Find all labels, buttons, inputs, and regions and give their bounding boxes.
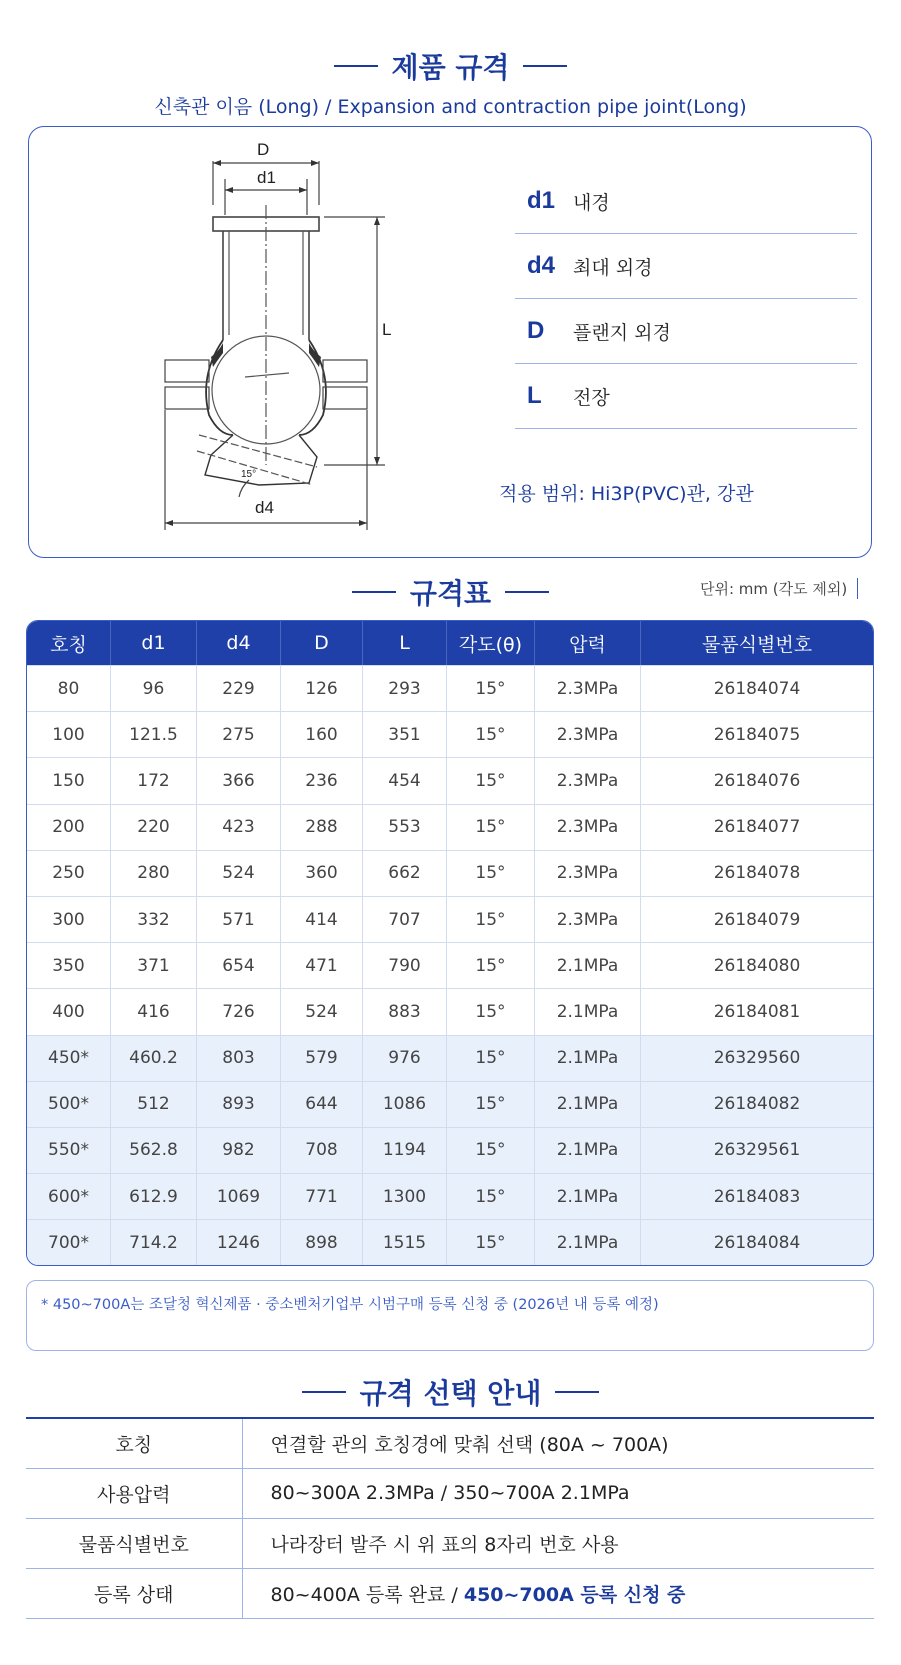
table-cell: 172 [111, 757, 197, 803]
table-cell: 400 [27, 988, 111, 1034]
guide-value-text: 연결할 관의 호칭경에 맞춰 선택 (80A ~ 700A) [270, 1433, 669, 1456]
table-cell: 982 [197, 1127, 281, 1173]
table-cell: 332 [111, 896, 197, 942]
table-cell: 726 [197, 988, 281, 1034]
table-cell: 26184083 [641, 1173, 873, 1219]
table-cell: 654 [197, 942, 281, 988]
col-header: D [281, 621, 363, 665]
legend-item [515, 364, 857, 429]
product-spec-title [0, 46, 901, 86]
table-row [27, 1127, 873, 1173]
application-scope: 적용 범위: Hi3P(PVC)관, 강관 [499, 483, 754, 505]
title-left-bar [352, 591, 396, 593]
table-cell: 250 [27, 850, 111, 896]
table-cell: 293 [363, 665, 447, 711]
guide-table [26, 1417, 874, 1619]
guide-row [26, 1418, 874, 1468]
table-cell: 471 [281, 942, 363, 988]
table-cell: 2.1MPa [535, 1173, 641, 1219]
guide-value-strong: 450~700A 등록 신청 중 [463, 1583, 686, 1606]
table-cell: 898 [281, 1219, 363, 1265]
table-cell: 350 [27, 942, 111, 988]
table-header-row [27, 621, 873, 665]
table-cell: 524 [281, 988, 363, 1034]
table-cell: 450* [27, 1035, 111, 1081]
table-cell: 26184080 [641, 942, 873, 988]
col-header: 물품식별번호 [641, 621, 873, 665]
table-cell: 236 [281, 757, 363, 803]
table-row [27, 988, 873, 1034]
unit-note: 단위: mm (각도 제외) [700, 578, 858, 599]
label-D: D [257, 140, 270, 159]
col-header: 각도(θ) [447, 621, 535, 665]
table-cell: 26184074 [641, 665, 873, 711]
table-cell: 2.1MPa [535, 942, 641, 988]
guide-title [0, 1372, 901, 1412]
table-cell: 126 [281, 665, 363, 711]
table-cell: 26184079 [641, 896, 873, 942]
table-cell: 803 [197, 1035, 281, 1081]
col-header: 압력 [535, 621, 641, 665]
table-cell: 2.1MPa [535, 1081, 641, 1127]
table-cell: 2.1MPa [535, 1035, 641, 1081]
table-cell: 15° [447, 1219, 535, 1265]
table-cell: 2.1MPa [535, 1219, 641, 1265]
diagram-card [28, 126, 872, 558]
table-cell: 26329561 [641, 1127, 873, 1173]
table-cell: 600* [27, 1173, 111, 1219]
guide-value [242, 1518, 874, 1568]
note-box [26, 1280, 874, 1351]
col-header: L [363, 621, 447, 665]
col-header: d1 [111, 621, 197, 665]
guide-value-text: 나라장터 발주 시 위 표의 8자리 번호 사용 [270, 1533, 619, 1556]
table-cell: 275 [197, 711, 281, 757]
legend-desc: 내경 [573, 191, 610, 214]
table-cell: 579 [281, 1035, 363, 1081]
table-cell: 15° [447, 1127, 535, 1173]
guide-row [26, 1468, 874, 1518]
table-cell: 15° [447, 757, 535, 803]
table-cell: 366 [197, 757, 281, 803]
table-cell: 2.1MPa [535, 988, 641, 1034]
table-cell: 1246 [197, 1219, 281, 1265]
table-cell: 15° [447, 804, 535, 850]
guide-title-text: 규격 선택 안내 [359, 1377, 542, 1410]
table-cell: 26184075 [641, 711, 873, 757]
guide-value [242, 1418, 874, 1468]
table-row [27, 1219, 873, 1265]
table-cell: 26184084 [641, 1219, 873, 1265]
table-row [27, 757, 873, 803]
table-row [27, 1035, 873, 1081]
table-cell: 662 [363, 850, 447, 896]
table-cell: 15° [447, 988, 535, 1034]
table-cell: 550* [27, 1127, 111, 1173]
guide-value [242, 1568, 874, 1618]
table-cell: 2.1MPa [535, 1127, 641, 1173]
table-cell: 2.3MPa [535, 757, 641, 803]
spec-table [26, 620, 874, 1266]
table-row [27, 850, 873, 896]
title-right-bar [523, 65, 567, 67]
table-cell: 571 [197, 896, 281, 942]
table-cell: 80 [27, 665, 111, 711]
table-row [27, 804, 873, 850]
title-right-bar [555, 1391, 599, 1393]
table-cell: 26329560 [641, 1035, 873, 1081]
table-cell: 1069 [197, 1173, 281, 1219]
table-cell: 15° [447, 850, 535, 896]
col-header: 호칭 [27, 621, 111, 665]
table-cell: 714.2 [111, 1219, 197, 1265]
guide-value-text: 80~300A 2.3MPa / 350~700A 2.1MPa [270, 1482, 630, 1504]
table-cell: 700* [27, 1219, 111, 1265]
table-cell: 220 [111, 804, 197, 850]
table-cell: 351 [363, 711, 447, 757]
title-left-bar [334, 65, 378, 67]
table-cell: 15° [447, 896, 535, 942]
table-cell: 15° [447, 942, 535, 988]
guide-key: 호칭 [26, 1418, 242, 1468]
label-d4: d4 [255, 498, 274, 517]
table-cell: 460.2 [111, 1035, 197, 1081]
table-cell: 160 [281, 711, 363, 757]
pipe-joint-drawing [149, 135, 419, 555]
label-angle: 15° [241, 469, 257, 480]
table-cell: 771 [281, 1173, 363, 1219]
table-cell: 26184078 [641, 850, 873, 896]
product-spec-title-text: 제품 규격 [391, 51, 510, 84]
table-cell: 2.3MPa [535, 665, 641, 711]
legend-symbol: D [527, 317, 545, 344]
table-cell: 416 [111, 988, 197, 1034]
table-cell: 2.3MPa [535, 804, 641, 850]
table-cell: 15° [447, 1081, 535, 1127]
legend-symbol: d4 [527, 252, 556, 279]
table-cell: 790 [363, 942, 447, 988]
table-cell: 100 [27, 711, 111, 757]
table-cell: 423 [197, 804, 281, 850]
legend-desc: 전장 [573, 386, 610, 409]
table-cell: 360 [281, 850, 363, 896]
table-cell: 500* [27, 1081, 111, 1127]
legend-symbol: L [527, 382, 542, 409]
table-cell: 26184077 [641, 804, 873, 850]
guide-key: 등록 상태 [26, 1568, 242, 1618]
label-L: L [382, 320, 392, 339]
table-cell: 15° [447, 665, 535, 711]
table-cell: 26184076 [641, 757, 873, 803]
legend-desc: 최대 외경 [573, 256, 653, 279]
table-cell: 414 [281, 896, 363, 942]
legend-item [515, 234, 857, 299]
table-cell: 280 [111, 850, 197, 896]
table-cell: 2.3MPa [535, 711, 641, 757]
title-left-bar [302, 1391, 346, 1393]
table-cell: 707 [363, 896, 447, 942]
table-cell: 300 [27, 896, 111, 942]
table-cell: 512 [111, 1081, 197, 1127]
guide-value [242, 1468, 874, 1518]
table-row [27, 942, 873, 988]
table-cell: 1300 [363, 1173, 447, 1219]
table-cell: 708 [281, 1127, 363, 1173]
table-cell: 229 [197, 665, 281, 711]
product-subtitle: 신축관 이음 (Long) / Expansion and contraction pipe joint(Long) [154, 96, 747, 118]
table-cell: 15° [447, 711, 535, 757]
label-d1: d1 [257, 168, 276, 187]
legend-symbol: d1 [527, 187, 556, 214]
table-cell: 644 [281, 1081, 363, 1127]
title-right-bar [505, 591, 549, 593]
table-cell: 288 [281, 804, 363, 850]
table-cell: 2.3MPa [535, 850, 641, 896]
table-cell: 150 [27, 757, 111, 803]
table-cell: 2.3MPa [535, 896, 641, 942]
table-cell: 612.9 [111, 1173, 197, 1219]
guide-key: 물품식별번호 [26, 1518, 242, 1568]
table-row [27, 711, 873, 757]
legend-list [515, 169, 857, 429]
table-cell: 1515 [363, 1219, 447, 1265]
table-cell: 96 [111, 665, 197, 711]
legend-item [515, 299, 857, 364]
legend-desc: 플랜지 외경 [573, 321, 671, 344]
guide-row [26, 1568, 874, 1618]
table-row [27, 896, 873, 942]
table-cell: 1194 [363, 1127, 447, 1173]
table-cell: 15° [447, 1173, 535, 1219]
legend-item [515, 169, 857, 234]
table-row [27, 1173, 873, 1219]
table-cell: 883 [363, 988, 447, 1034]
table-row [27, 665, 873, 711]
registration-note: * 450~700A는 조달청 혁신제품 · 중소벤처기업부 시범구매 등록 신청 중 (2026년 내 등록 예정) [41, 1297, 659, 1313]
table-cell: 26184081 [641, 988, 873, 1034]
table-cell: 893 [197, 1081, 281, 1127]
guide-row [26, 1518, 874, 1568]
spec-table-title-text: 규격표 [409, 577, 492, 610]
table-cell: 371 [111, 942, 197, 988]
guide-value-text: 80~400A 등록 완료 / [270, 1583, 464, 1606]
table-cell: 524 [197, 850, 281, 896]
guide-key: 사용압력 [26, 1468, 242, 1518]
table-cell: 562.8 [111, 1127, 197, 1173]
table-cell: 200 [27, 804, 111, 850]
table-cell: 121.5 [111, 711, 197, 757]
table-cell: 1086 [363, 1081, 447, 1127]
table-cell: 15° [447, 1035, 535, 1081]
table-cell: 454 [363, 757, 447, 803]
table-cell: 553 [363, 804, 447, 850]
col-header: d4 [197, 621, 281, 665]
table-cell: 976 [363, 1035, 447, 1081]
table-cell: 26184082 [641, 1081, 873, 1127]
table-row [27, 1081, 873, 1127]
